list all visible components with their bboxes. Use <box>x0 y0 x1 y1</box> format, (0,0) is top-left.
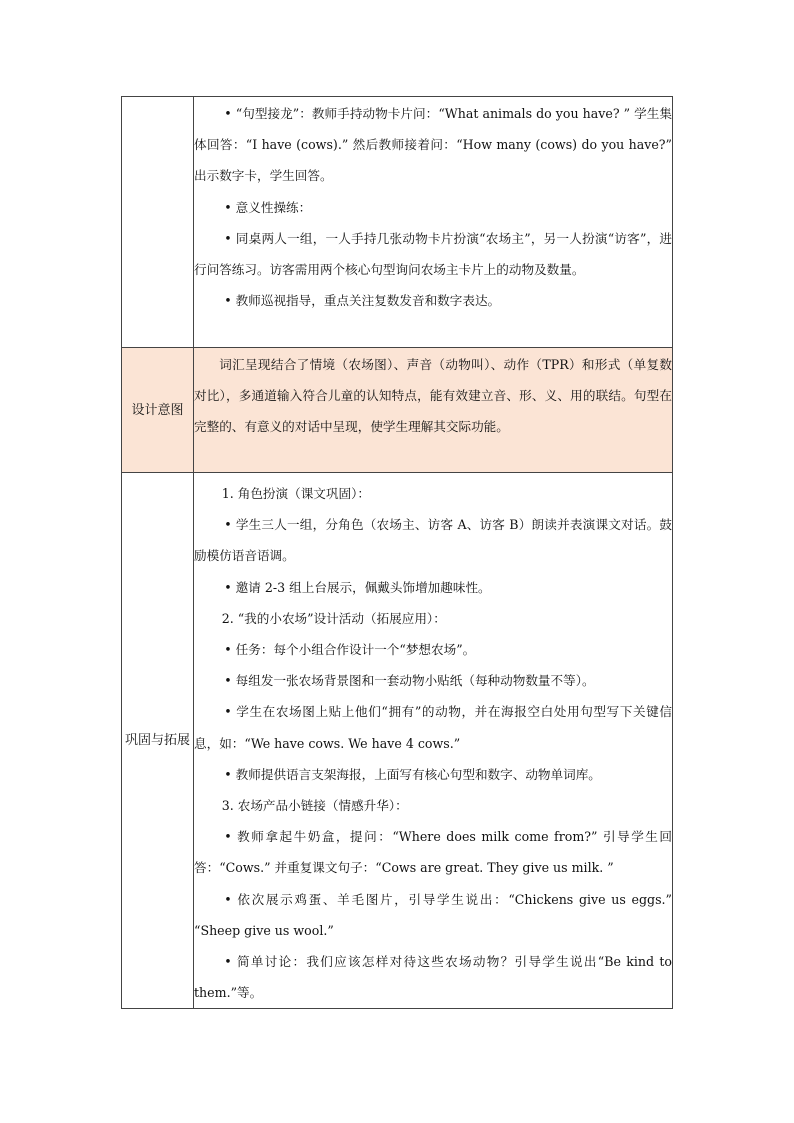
paragraph: • 意义性操练： <box>224 199 312 215</box>
paragraph: • 简单讨论：我们应该怎样对待这些农场动物？引导学生说出“Be kind to them.”等。 <box>194 954 672 1001</box>
paragraph: • 依次展示鸡蛋、羊毛图片，引导学生说出：“Chickens give us eggs.” “Sheep give us wool.” <box>194 891 672 938</box>
row-content <box>194 348 673 473</box>
numbered-heading: 2. “我的小农场”设计活动（拓展应用）： <box>221 610 446 626</box>
lesson-plan-table <box>121 96 673 1009</box>
row-label <box>122 97 194 348</box>
paragraph: • 邀请 2-3 组上台展示，佩戴头饰增加趣味性。 <box>224 579 491 595</box>
row-label-design-intent: 设计意图 <box>122 348 194 473</box>
paragraph: • 教师巡视指导，重点关注复数发音和数字表达。 <box>224 293 501 309</box>
numbered-heading: 1. 角色扮演（课文巩固）： <box>221 486 370 501</box>
numbered-heading: 3. 农场产品小链接（情感升华）： <box>221 798 408 814</box>
row-label-consolidation: 巩固与拓展 <box>122 473 194 1009</box>
paragraph: • 学生在农场图上贴上他们“拥有”的动物，并在海报空白处用句型写下关键信息，如：“We have cows. We have 4 cows.” <box>194 704 672 751</box>
paragraph: • 每组发一张农场背景图和一套动物小贴纸（每种动物数量不等）。 <box>224 673 595 689</box>
row-content <box>194 473 673 1009</box>
paragraph: • 教师提供语言支架海报，上面写有核心句型和数字、动物单词库。 <box>224 766 601 782</box>
paragraph: • “句型接龙”：教师手持动物卡片问：“What animals do you have? ” 学生集体回答：“I have (cows).” 然后教师接着问：“How many (cows) do you have?” 出示数字卡，学生回答。 <box>194 106 672 184</box>
paragraph: • 学生三人一组，分角色（农场主、访客 A、访客 B）朗读并表演课文对话。鼓励模仿语音语调。 <box>194 517 672 564</box>
table-row <box>122 97 673 348</box>
row-content <box>194 97 673 348</box>
table-row <box>122 473 673 1009</box>
paragraph: 词汇呈现结合了情境（农场图）、声音（动物叫）、动作（TPR）和形式（单复数对比），多通道输入符合儿童的认知特点，能有效建立音、形、义、用的联结。句型在完整的、有意义的对话中呈现，使学生理解其交际功能。 <box>194 357 672 435</box>
paragraph: • 同桌两人一组，一人手持几张动物卡片扮演“农场主”，另一人扮演“访客”，进行问答练习。访客需用两个核心句型询问农场主卡片上的动物及数量。 <box>194 230 672 278</box>
paragraph: • 任务：每个小组合作设计一个“梦想农场”。 <box>224 642 476 658</box>
table-row <box>122 348 673 473</box>
paragraph: • 教师拿起牛奶盒，提问：“Where does milk come from?” 引导学生回答：“Cows.” 并重复课文句子：“Cows are great. They give us milk. ” <box>194 829 672 876</box>
